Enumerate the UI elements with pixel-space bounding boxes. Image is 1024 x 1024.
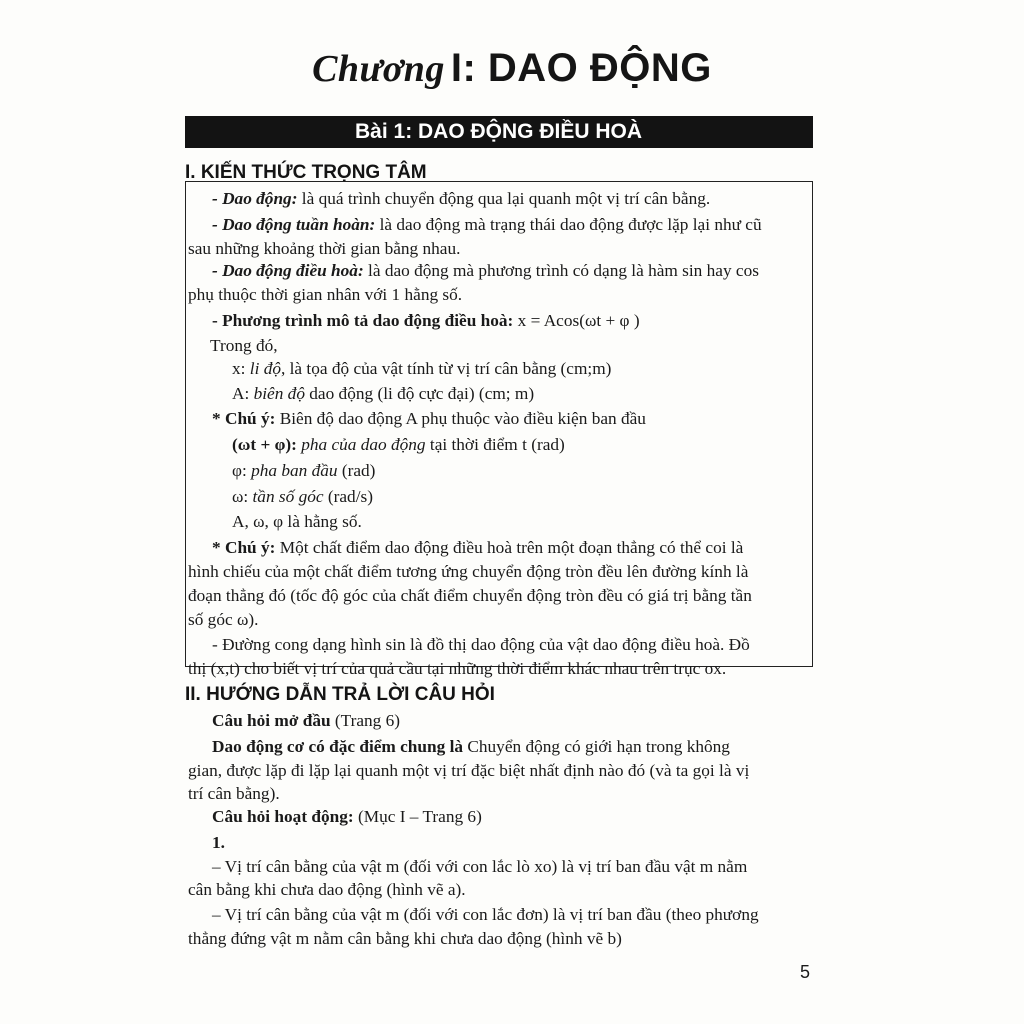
- chapter-title: [0, 46, 1024, 91]
- spring-line-2: cân bằng khi chưa dao động (hình vẽ a).: [188, 880, 466, 899]
- note-2-line-2: hình chiếu của một chất điểm tương ứng chuyển động tròn đều lên đường kính là: [188, 562, 749, 581]
- definition-harmonic: - Dao động điều hoà: là dao động mà phương trình có dạng là hàm sin hay cos: [212, 261, 759, 280]
- chapter-name: I: DAO ĐỘNG: [450, 46, 712, 90]
- pendulum-line-2: thẳng đứng vật m nằm cân bằng khi chưa dao động (hình vẽ b): [188, 929, 622, 948]
- graph-note: - Đường cong dạng hình sin là đồ thị dao động của vật dao động điều hoà. Đồ: [212, 635, 750, 654]
- equation-line: - Phương trình mô tả dao động điều hoà: x = Acos(ωt + φ ): [212, 311, 640, 330]
- trong-do: Trong đó,: [210, 336, 278, 355]
- note-1: * Chú ý: Biên độ dao động A phụ thuộc vào điều kiện ban đầu: [212, 409, 646, 428]
- definition-oscillation: - Dao động: là quá trình chuyển động qua lại quanh một vị trí cân bằng.: [212, 189, 711, 208]
- lesson-title: Bài 1: DAO ĐỘNG ĐIỀU HOÀ: [355, 120, 643, 143]
- definition-periodic: - Dao động tuần hoàn: là dao động mà trạng thái dao động được lặp lại như cũ: [212, 215, 762, 234]
- item-number: 1.: [212, 833, 225, 852]
- phi-definition: φ: pha ban đầu (rad): [232, 461, 376, 480]
- section-2-heading: II. HƯỚNG DẪN TRẢ LỜI CÂU HỎI: [185, 684, 495, 705]
- activity-question: Câu hỏi hoạt động: (Mục I – Trang 6): [212, 807, 482, 826]
- opening-question: Câu hỏi mở đầu (Trang 6): [212, 711, 401, 730]
- lesson-title-bar: [185, 116, 813, 148]
- spring-line-1: – Vị trí cân bằng của vật m (đối với con lắc lò xo) là vị trí ban đầu vật m nằm: [212, 857, 748, 876]
- note-2: * Chú ý: Một chất điểm dao động điều hoà trên một đoạn thẳng có thể coi là: [212, 538, 744, 557]
- phase-definition: (ωt + φ): pha của dao động tại thời điểm t (rad): [232, 435, 565, 454]
- pendulum-line-1: – Vị trí cân bằng của vật m (đối với con lắc đơn) là vị trí ban đầu (theo phương: [212, 905, 759, 924]
- page-number: 5: [800, 962, 811, 982]
- omega-definition: ω: tần số góc (rad/s): [232, 487, 373, 506]
- section-1-heading: I. KIẾN THỨC TRỌNG TÂM: [185, 162, 427, 183]
- constants-line: A, ω, φ là hằng số.: [232, 512, 362, 531]
- note-2-line-4: số góc ω).: [188, 610, 259, 629]
- answer-line-1: Dao động cơ có đặc điểm chung là Chuyển động có giới hạn trong không: [212, 737, 730, 756]
- definition-harmonic-cont: phụ thuộc thời gian nhân với 1 hằng số.: [188, 285, 463, 304]
- note-2-line-3: đoạn thẳng đó (tốc độ góc của chất điểm chuyển động tròn đều có giá trị bằng tần: [188, 586, 752, 605]
- definition-periodic-cont: sau những khoảng thời gian bằng nhau.: [188, 239, 461, 258]
- answer-line-2: gian, được lặp đi lặp lại quanh một vị trí đặc biệt nhất định nào đó (và ta gọi là vị: [188, 761, 750, 780]
- graph-note-line-2: thị (x,t) cho biết vị trí của quả cầu tại những thời điểm khác nhau trên trục ox.: [188, 659, 727, 678]
- x-definition: x: li độ, là tọa độ của vật tính từ vị trí cân bằng (cm;m): [232, 359, 612, 378]
- chapter-prefix: Chương: [312, 48, 445, 90]
- a-definition: A: biên độ dao động (li độ cực đại) (cm; m): [232, 384, 535, 403]
- answer-line-3: trí cân bằng).: [188, 784, 280, 803]
